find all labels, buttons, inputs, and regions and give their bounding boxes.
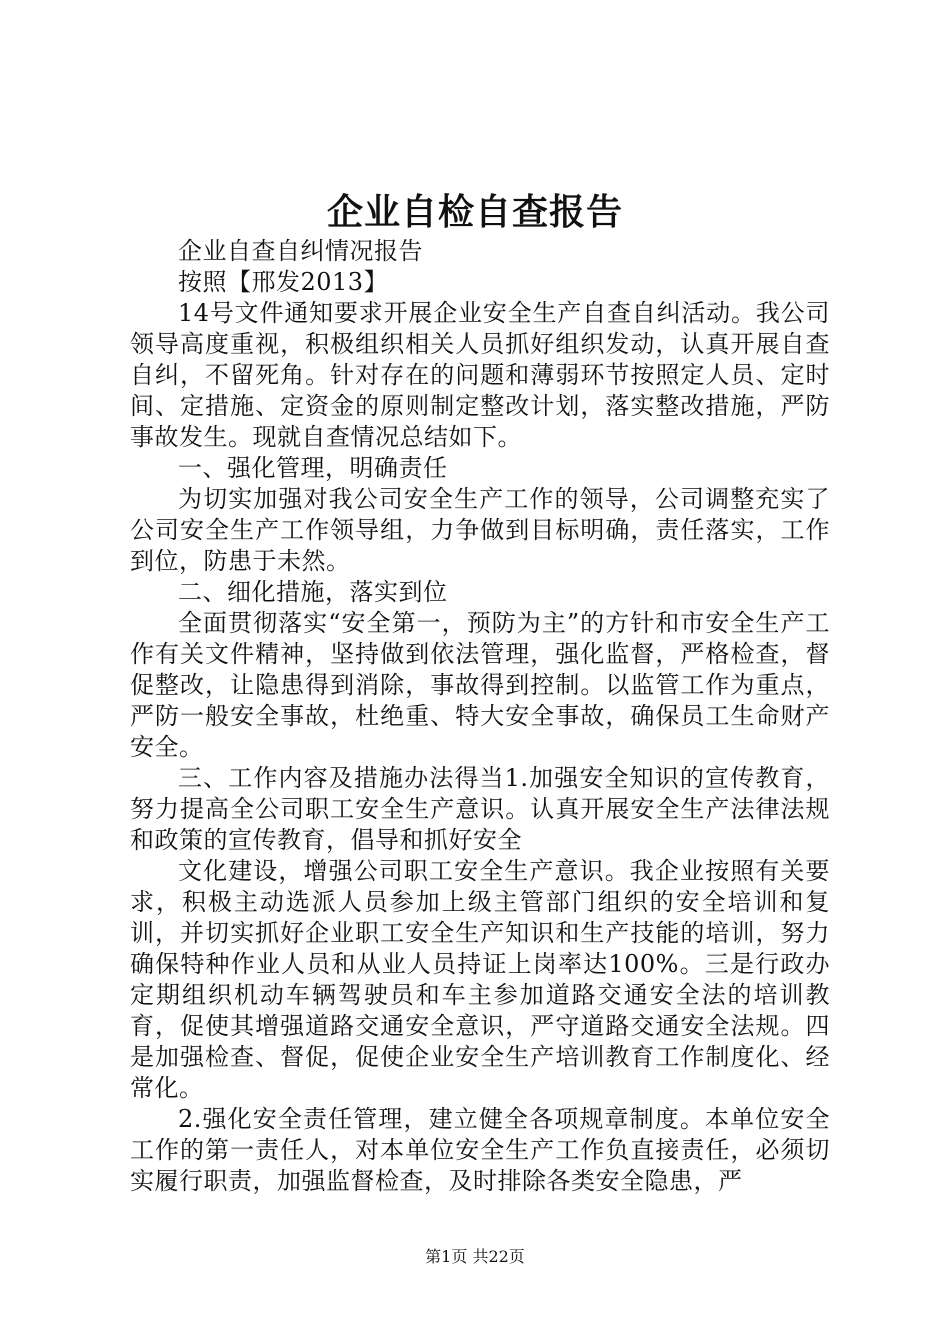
paragraph: 为切实加强对我公司安全生产工作的领导，公司调整充实了公司安全生产工作领导组，力争做到目标明确，责任落实，工作到位，防患于未然。: [130, 485, 830, 575]
paragraph: 三、工作内容及措施办法得当1.加强安全知识的宣传教育，努力提高全公司职工安全生产意识。认真开展安全生产法律法规和政策的宣传教育，倡导和抓好安全: [130, 764, 830, 854]
section-heading: 一、强化管理，明确责任: [178, 454, 448, 482]
paragraph: 14号文件通知要求开展企业安全生产自查自纠活动。我公司领导高度重视，积极组织相关人员抓好组织发动，认真开展自查自纠，不留死角。针对存在的问题和薄弱环节按照定人员、定时间、定措施、定资金的原则制定整改计划，落实整改措施，严防事故发生。现就自查情况总结如下。: [130, 299, 830, 451]
document-body: [130, 236, 830, 1197]
paragraph: 文化建设，增强公司职工安全生产意识。我企业按照有关要求，积极主动选派人员参加上级主管部门组织的安全培训和复训，并切实抓好企业职工安全生产知识和生产技能的培训，努力确保特种作业人员和从业人员持证上岗率达100%。三是行政办定期组织机动车辆驾驶员和车主参加道路交通安全法的培训教育，促使其增强道路交通安全意识，严守道路交通安全法规。四是加强检查、督促，促使企业安全生产培训教育工作制度化、经常化。: [130, 857, 830, 1102]
document-title: 企业自检自查报告: [326, 191, 623, 233]
paragraph: 全面贯彻落实“安全第一，预防为主”的方针和市安全生产工作有关文件精神，坚持做到依法管理，强化监督，严格检查，督促整改，让隐患得到消除，事故得到控制。以监管工作为重点，严防一般安全事故，杜绝重、特大安全事故，确保员工生命财产安全。: [130, 609, 830, 761]
paragraph: 企业自查自纠情况报告: [178, 237, 423, 265]
section-heading: 二、细化措施，落实到位: [178, 578, 448, 606]
paragraph: 按照【邢发2013】: [178, 268, 389, 296]
page-footer: 第1页 共22页: [425, 1247, 525, 1266]
paragraph: 2.强化安全责任管理，建立健全各项规章制度。本单位安全工作的第一责任人，对本单位安全生产工作负直接责任，必须切实履行职责，加强监督检查，及时排除各类安全隐患，严: [130, 1105, 830, 1195]
